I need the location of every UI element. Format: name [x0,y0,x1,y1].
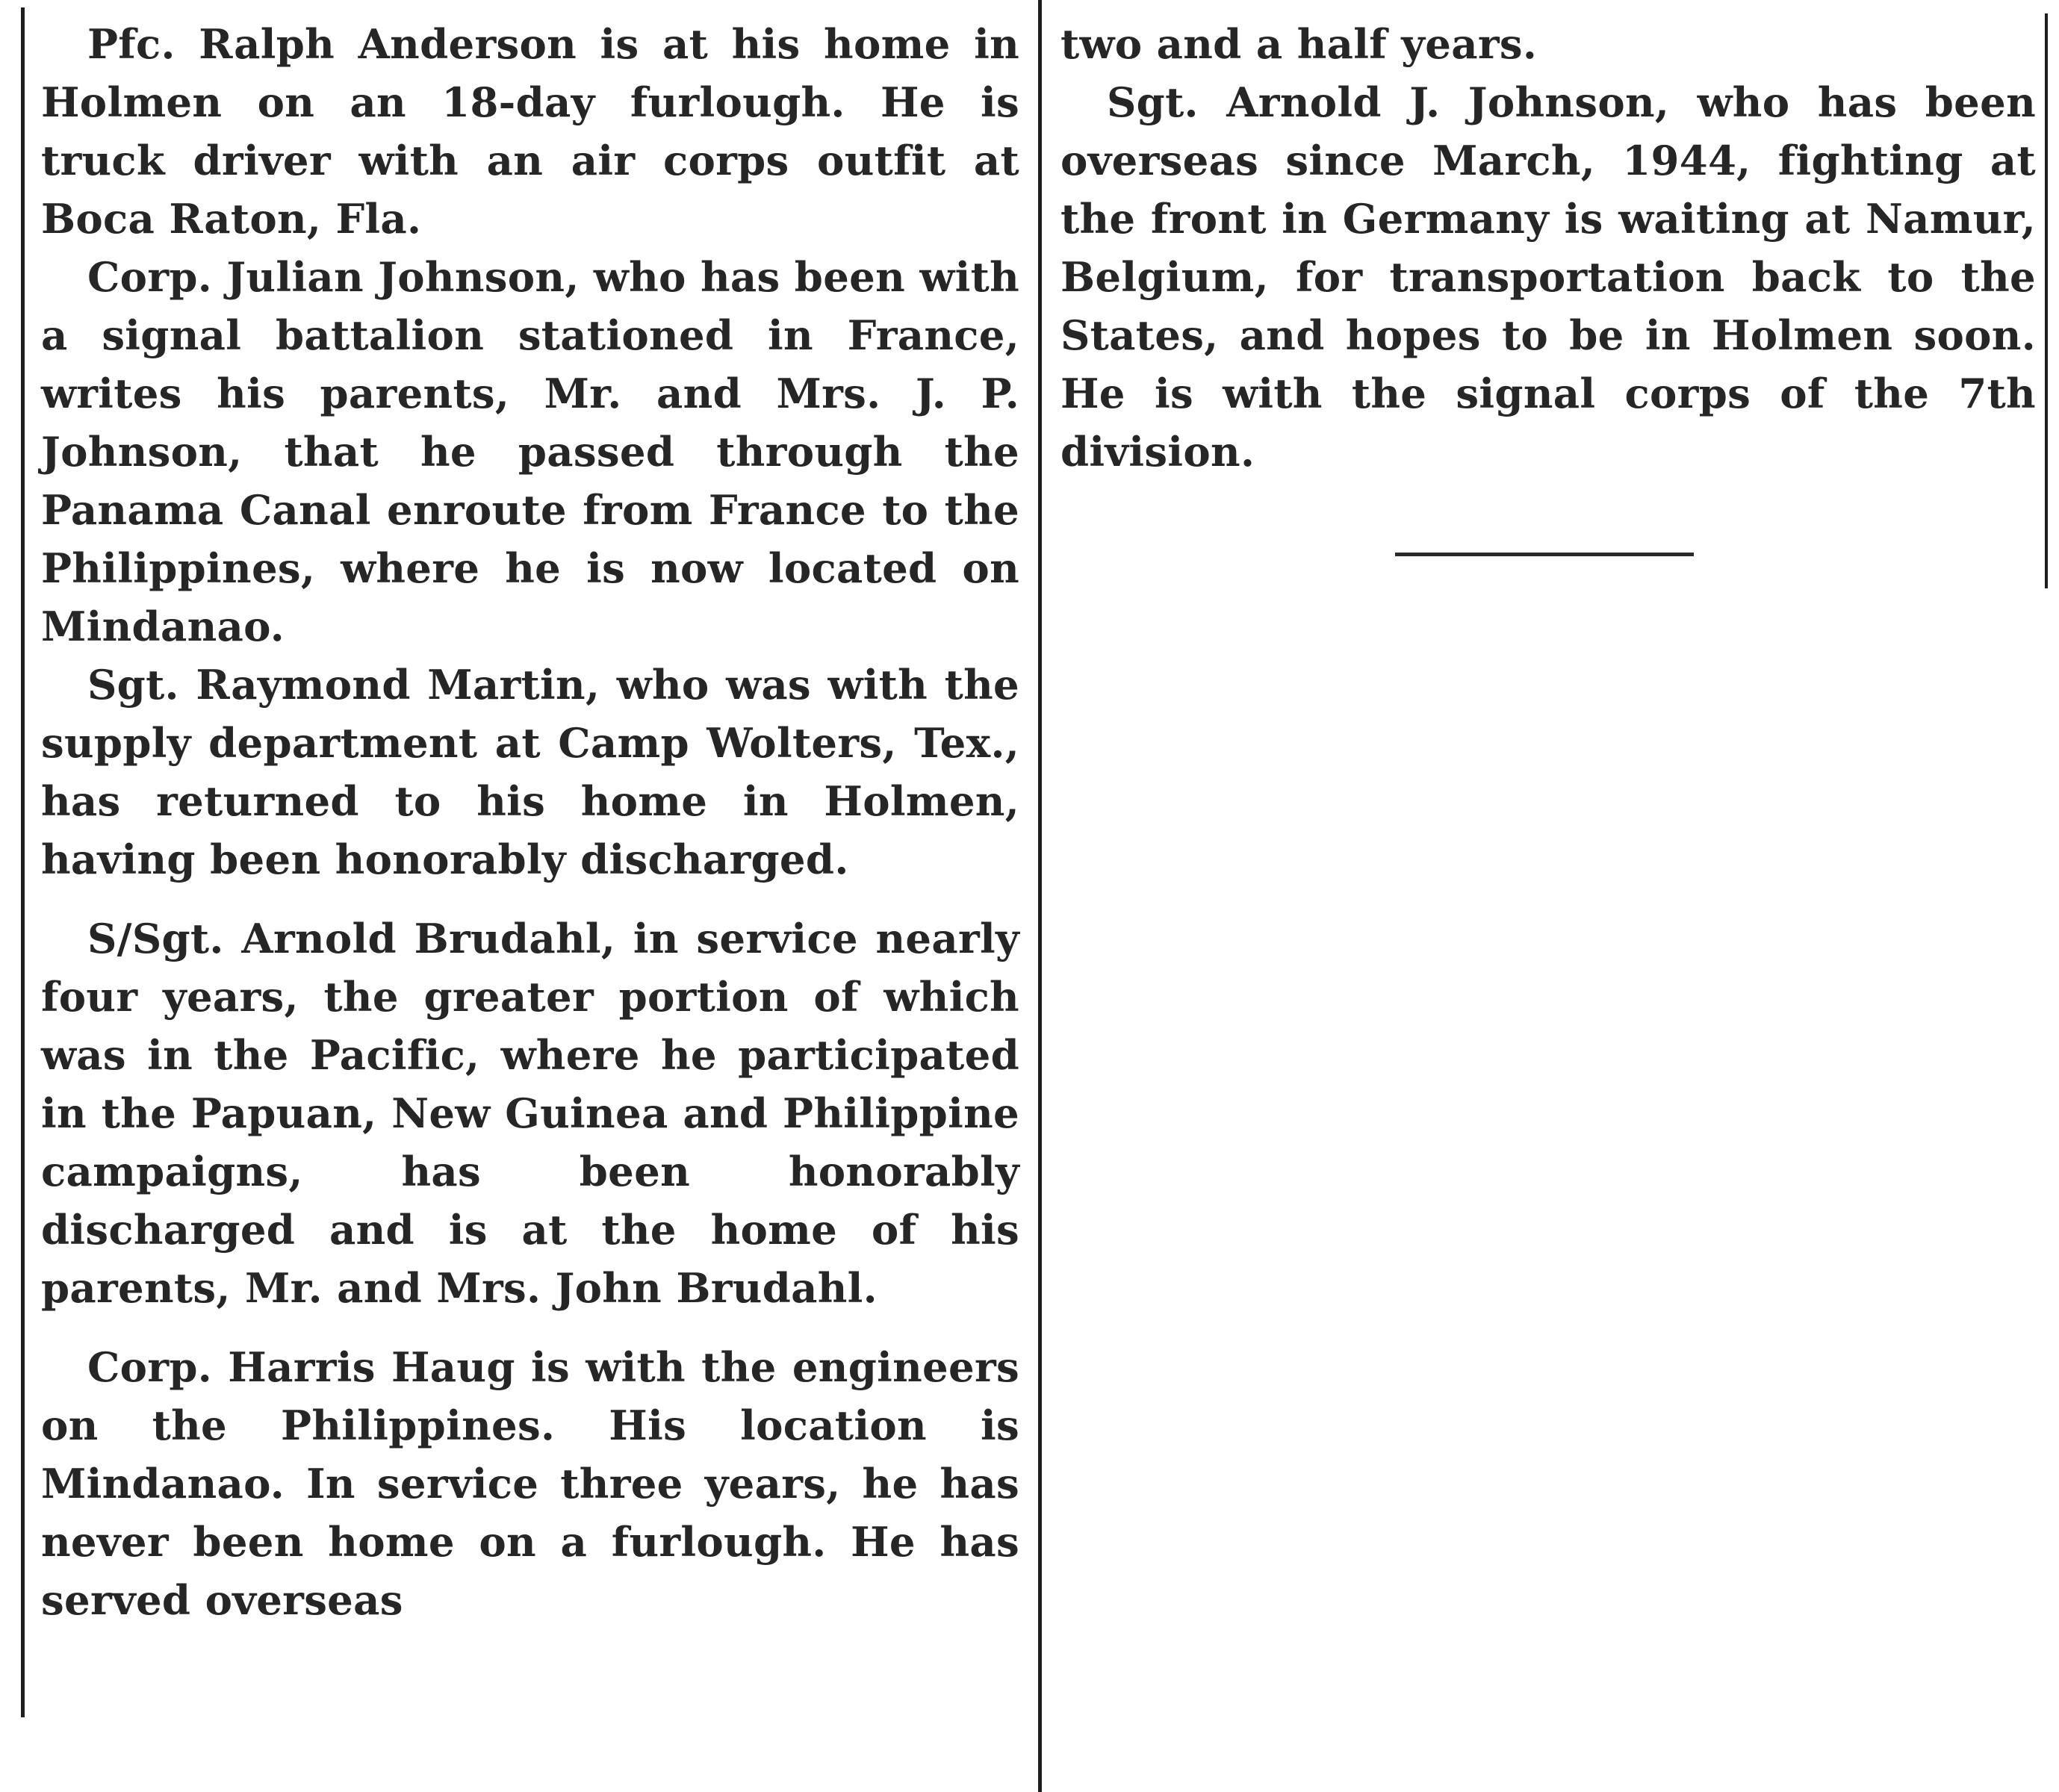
paragraph-julian-johnson: Corp. Julian Johnson, who has been with a signal battalion stationed in France, writes his parents, Mr. and Mrs. J. P. Johnson, that he passed through the Panama Canal enroute from France to the Philippines, where he is now located on Mindanao. [41,253,1019,650]
column-divider-rule [1038,0,1042,1792]
paragraph-harris-haug: Corp. Harris Haug is with the engineers on the Philippines. His location is Mindanao. In service three years, he has never been home on a furlough. He has served overseas [41,1343,1019,1624]
paragraph-continuation: two and a half years. [1060,20,1538,68]
paragraph-arnold-j-johnson: Sgt. Arnold J. Johnson, who has been overseas since March, 1944, fighting at the front in Germany is waiting at Namur, Belgium, for transportation back to the States, and hopes to be in Holmen soon. He is with the signal corps of the 7th division. [1060,78,2036,476]
paragraph-ralph-anderson: Pfc. Ralph Anderson is at his home in Holmen on an 18-day furlough. He is truck driver with an air corps outfit at Boca Raton, Fla. [41,20,1019,243]
left-column [41,15,1019,1629]
left-column-rule [21,7,25,1717]
paragraph-raymond-martin: Sgt. Raymond Martin, who was with the supply department at Camp Wolters, Tex., has returned to his home in Holmen, having been honorably discharged. [41,661,1019,883]
paragraph-arnold-brudahl: S/Sgt. Arnold Brudahl, in service nearly four years, the greater portion of which was in the Pacific, where he participated in the Papuan, New Guinea and Philippine campaigns, has been honorably discharged and is at the home of his parents, Mr. and Mrs. John Brudahl. [41,915,1019,1312]
right-column-rule [2045,13,2048,588]
end-of-article-rule [1395,553,1694,556]
right-column [1060,15,2036,481]
